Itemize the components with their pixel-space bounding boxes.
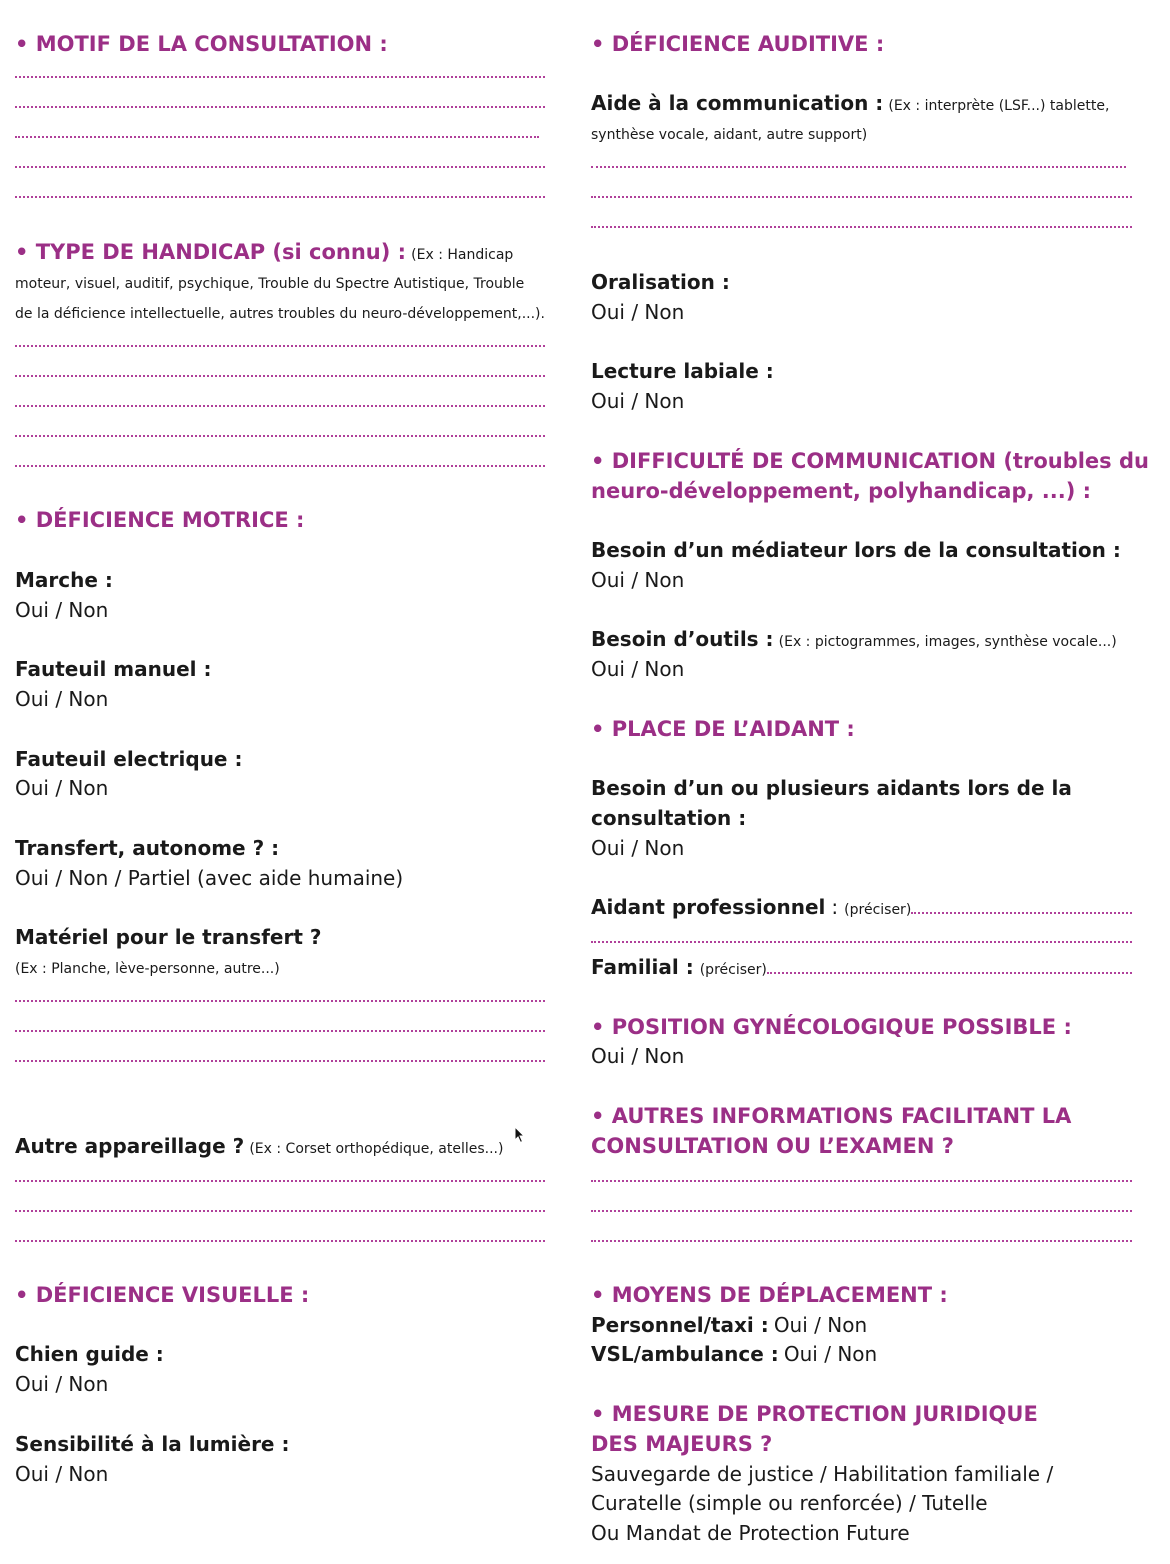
aide-line-3[interactable] [591,226,1132,228]
communication-heading-2: neuro-développement, polyhandicap, ...) : [591,479,1092,503]
fauteuil-electrique-answer[interactable]: Oui / Non [15,776,109,800]
protection-heading-2: DES MAJEURS ? [591,1432,773,1456]
marche-answer[interactable]: Oui / Non [15,598,109,622]
transfert-label: Transfert, autonome ? : [15,836,280,860]
autres-line-3[interactable] [591,1240,1132,1242]
appareillage-row [15,1131,503,1164]
fauteuil-manuel-answer[interactable]: Oui / Non [15,687,109,711]
lumiere-answer[interactable]: Oui / Non [15,1462,109,1486]
autres-heading-2: CONSULTATION OU L’EXAMEN ? [591,1134,954,1158]
chien-guide-answer[interactable]: Oui / Non [15,1372,109,1396]
marche-label: Marche : [15,568,113,592]
aidant-pro-label: Aidant professionnel [591,895,826,919]
materiel-line-2[interactable] [15,1030,545,1032]
communication-heading-1: • DIFFICULTÉ DE COMMUNICATION (troubles du [591,449,1149,473]
aide-communication-label: Aide à la communication : [591,91,884,115]
outils-label: Besoin d’outils : [591,627,774,651]
aidant-pro-note: (préciser) [844,902,912,918]
aidants-label-2: consultation : [591,806,747,830]
lumiere-label: Sensibilité à la lumière : [15,1432,290,1456]
motif-line-5[interactable] [15,196,545,198]
handicap-line-5[interactable] [15,465,545,467]
motif-line-3[interactable] [15,136,539,138]
autres-line-2[interactable] [591,1210,1132,1212]
vsl-row [591,1339,877,1369]
aidant-pro-line-2[interactable] [591,941,1132,943]
handicap-line-3[interactable] [15,405,545,407]
outils-answer[interactable]: Oui / Non [591,657,685,681]
outils-note: (Ex : pictogrammes, images, synthèse vocale...) [778,634,1117,650]
appareillage-line-2[interactable] [15,1210,545,1212]
aide-line-2[interactable] [591,196,1132,198]
fauteuil-manuel-label: Fauteuil manuel : [15,657,212,681]
lecture-labiale-label: Lecture labiale : [591,359,774,383]
outils-row [591,624,1117,657]
aide-line-1[interactable] [591,166,1126,168]
auditive-heading: • DÉFICIENCE AUDITIVE : [591,32,885,56]
handicap-note-2: moteur, visuel, auditif, psychique, Trouble du Spectre Autistique, Trouble [15,276,525,292]
mediateur-label: Besoin d’un médiateur lors de la consultation : [591,538,1121,562]
handicap-line-1[interactable] [15,345,545,347]
aide-communication-note-2: synthèse vocale, aidant, autre support) [591,127,868,143]
handicap-line-4[interactable] [15,435,545,437]
appareillage-label: Autre appareillage ? [15,1134,245,1158]
personnel-answer[interactable]: Oui / Non [773,1313,868,1337]
autres-line-1[interactable] [591,1180,1132,1182]
motif-line-1[interactable] [15,76,545,78]
familial-label: Familial : [591,955,694,979]
personnel-label: Personnel/taxi : [591,1313,769,1337]
handicap-note-1: (Ex : Handicap [411,247,514,263]
aide-communication-note-1: (Ex : interprète (LSF...) tablette, [888,98,1110,114]
personnel-row [591,1310,867,1340]
mouse-pointer-icon [514,1126,526,1144]
visuelle-heading: • DÉFICIENCE VISUELLE : [15,1283,310,1307]
oralisation-answer[interactable]: Oui / Non [591,300,685,324]
vsl-answer[interactable]: Oui / Non [783,1342,878,1366]
position-answer[interactable]: Oui / Non [591,1044,685,1068]
deplacement-heading: • MOYENS DE DÉPLACEMENT : [591,1283,948,1307]
aidants-label-1: Besoin d’un ou plusieurs aidants lors de la [591,776,1072,800]
handicap-line-2[interactable] [15,375,545,377]
protection-option-2[interactable]: Curatelle (simple ou renforcée) / Tutelle [591,1491,988,1515]
motif-line-4[interactable] [15,166,545,168]
materiel-line-3[interactable] [15,1060,545,1062]
appareillage-line-3[interactable] [15,1240,545,1242]
fauteuil-electrique-label: Fauteuil electrique : [15,747,243,771]
materiel-line-1[interactable] [15,1000,545,1002]
autres-heading-1: • AUTRES INFORMATIONS FACILITANT LA [591,1104,1072,1128]
transfert-answer[interactable]: Oui / Non / Partiel (avec aide humaine) [15,866,404,890]
aidant-heading: • PLACE DE L’AIDANT : [591,717,855,741]
familial-note: (préciser) [699,962,767,978]
chien-guide-label: Chien guide : [15,1342,164,1366]
familial-fill[interactable] [767,972,1132,974]
handicap-title: • TYPE DE HANDICAP (si connu) : [15,240,407,264]
mediateur-answer[interactable]: Oui / Non [591,568,685,592]
handicap-heading [15,237,513,270]
protection-option-1[interactable]: Sauvegarde de justice / Habilitation familiale / [591,1462,1054,1486]
motrice-heading: • DÉFICIENCE MOTRICE : [15,508,305,532]
aidant-pro-fill[interactable] [911,912,1132,914]
lecture-labiale-answer[interactable]: Oui / Non [591,389,685,413]
oralisation-label: Oralisation : [591,270,730,294]
motif-heading: • MOTIF DE LA CONSULTATION : [15,32,388,56]
protection-option-3[interactable]: Ou Mandat de Protection Future [591,1521,910,1545]
appareillage-note: (Ex : Corset orthopédique, atelles...) [249,1141,504,1157]
appareillage-line-1[interactable] [15,1180,545,1182]
handicap-note-3: de la déficience intellectuelle, autres troubles du neuro-développement,...). [15,306,545,322]
aidant-pro-row [591,892,1132,925]
aidant-pro-colon: : [831,895,839,919]
protection-heading-1: • MESURE DE PROTECTION JURIDIQUE [591,1402,1038,1426]
position-heading: • POSITION GYNÉCOLOGIQUE POSSIBLE : [591,1015,1072,1039]
aidants-answer[interactable]: Oui / Non [591,836,685,860]
materiel-note: (Ex : Planche, lève-personne, autre...) [15,961,280,977]
motif-line-2[interactable] [15,106,545,108]
materiel-label: Matériel pour le transfert ? [15,925,322,949]
familial-row [591,952,1132,985]
aide-communication-row [591,88,1109,121]
vsl-label: VSL/ambulance : [591,1342,779,1366]
